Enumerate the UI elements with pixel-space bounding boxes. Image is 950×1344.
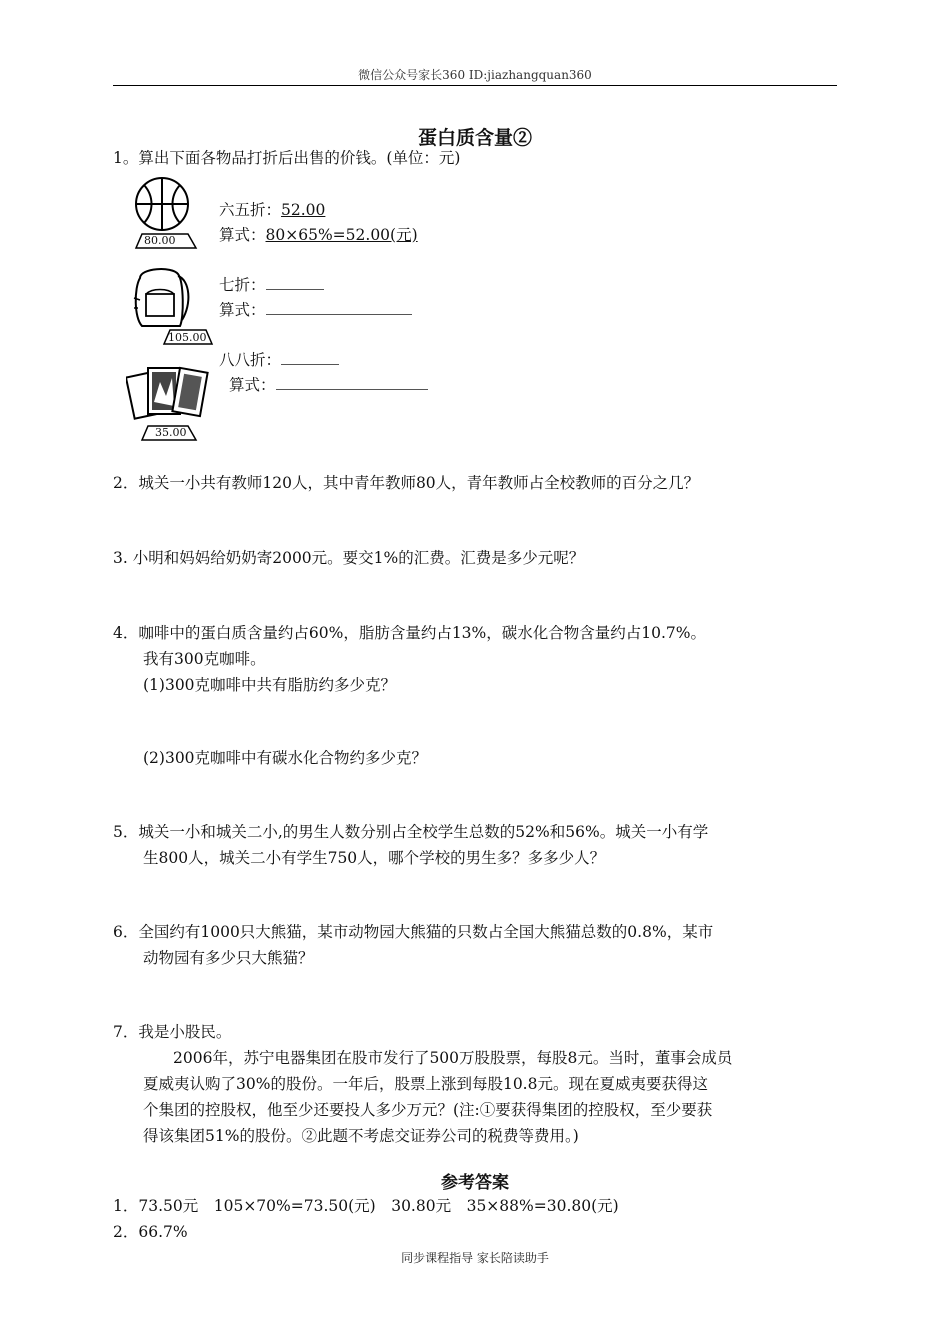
page-footer: 同步课程指导 家长陪读助手 bbox=[401, 1251, 549, 1265]
item2-discount-label: 七折： bbox=[219, 276, 266, 294]
price-tag-2: 105.00 bbox=[168, 331, 207, 344]
page-title: 蛋白质含量② bbox=[417, 127, 532, 149]
item1-discount-label: 六五折： bbox=[219, 201, 282, 219]
answer-2: 2．66.7% bbox=[113, 1223, 188, 1241]
item1-formula-label: 算式： bbox=[219, 226, 266, 244]
q5-line2: 生800人，城关二小有学生750人，哪个学校的男生多？多多少人？ bbox=[143, 849, 606, 867]
q2-text: 2．城关一小共有教师120人，其中青年教师80人，青年教师占全校教师的百分之几？ bbox=[113, 474, 700, 492]
item2-formula-blank bbox=[266, 298, 412, 315]
q7-line3: 个集团的控股权，他至少还要投人多少万元？(注:①要获得集团的控股权，至少要获 bbox=[143, 1101, 713, 1119]
item3-discount-label: 八八折： bbox=[219, 351, 282, 369]
header-divider bbox=[113, 85, 837, 86]
page-header: 微信公众号家长360 ID:jiazhangquan360 bbox=[358, 68, 592, 82]
item1-formula-answer: 80×65%=52.00(元) bbox=[265, 226, 418, 244]
item3-formula-blank bbox=[276, 373, 428, 390]
item3-formula bbox=[229, 372, 428, 398]
item1-discount-answer: 52.00 bbox=[281, 201, 326, 219]
q6-line1: 6．全国约有1000只大熊猫，某市动物园大熊猫的只数占全国大熊猫总数的0.8%，某市 bbox=[113, 923, 714, 941]
q4-sub1: (1)300克咖啡中共有脂肪约多少克？ bbox=[143, 676, 397, 694]
q7-line2: 夏威夷认购了30%的股份。一年后，股票上涨到每股10.8元。现在夏威夷要获得这 bbox=[143, 1075, 708, 1093]
item2-formula-label: 算式： bbox=[219, 301, 266, 319]
item3-discount bbox=[219, 347, 339, 373]
item3-formula-label: 算式： bbox=[229, 376, 276, 394]
item1-formula bbox=[219, 222, 418, 248]
q7-line4: 得该集团51%的股份。②此题不考虑交证券公司的税费等费用。) bbox=[143, 1127, 579, 1145]
q7-head: 7．我是小股民。 bbox=[113, 1023, 232, 1041]
answers-title: 参考答案 bbox=[441, 1173, 509, 1193]
price-tag-1: 80.00 bbox=[144, 234, 176, 247]
q4-line1: 4．咖啡中的蛋白质含量约占60%，脂肪含量约占13%，碳水化合物含量约占10.7%。 bbox=[113, 624, 707, 642]
q4-line2: 我有300克咖啡。 bbox=[143, 650, 266, 668]
price-tag-3: 35.00 bbox=[155, 426, 187, 439]
q5-line1: 5．城关一小和城关二小,的男生人数分别占全校学生总数的52%和56%。城关一小有学 bbox=[113, 823, 709, 841]
item2-discount-blank bbox=[266, 273, 324, 290]
q3-text: 3. 小明和妈妈给奶奶寄2000元。要交1%的汇费。汇费是多少元呢？ bbox=[113, 549, 585, 567]
item1-discount bbox=[219, 197, 325, 223]
q7-line1: 2006年，苏宁电器集团在股市发行了500万股股票，每股8元。当时，董事会成员 bbox=[173, 1049, 733, 1067]
item3-discount-blank bbox=[281, 348, 339, 365]
q1-prompt: 1。算出下面各物品打折后出售的价钱。(单位：元) bbox=[113, 149, 461, 167]
q4-sub2: (2)300克咖啡中有碳水化合物约多少克？ bbox=[143, 749, 428, 767]
q6-line2: 动物园有多少只大熊猫？ bbox=[143, 949, 314, 967]
item2-formula bbox=[219, 297, 412, 323]
answer-1: 1．73.50元 105×70%=73.50(元) 30.80元 35×88%=30.80(元) bbox=[113, 1197, 619, 1215]
item2-discount bbox=[219, 272, 324, 298]
